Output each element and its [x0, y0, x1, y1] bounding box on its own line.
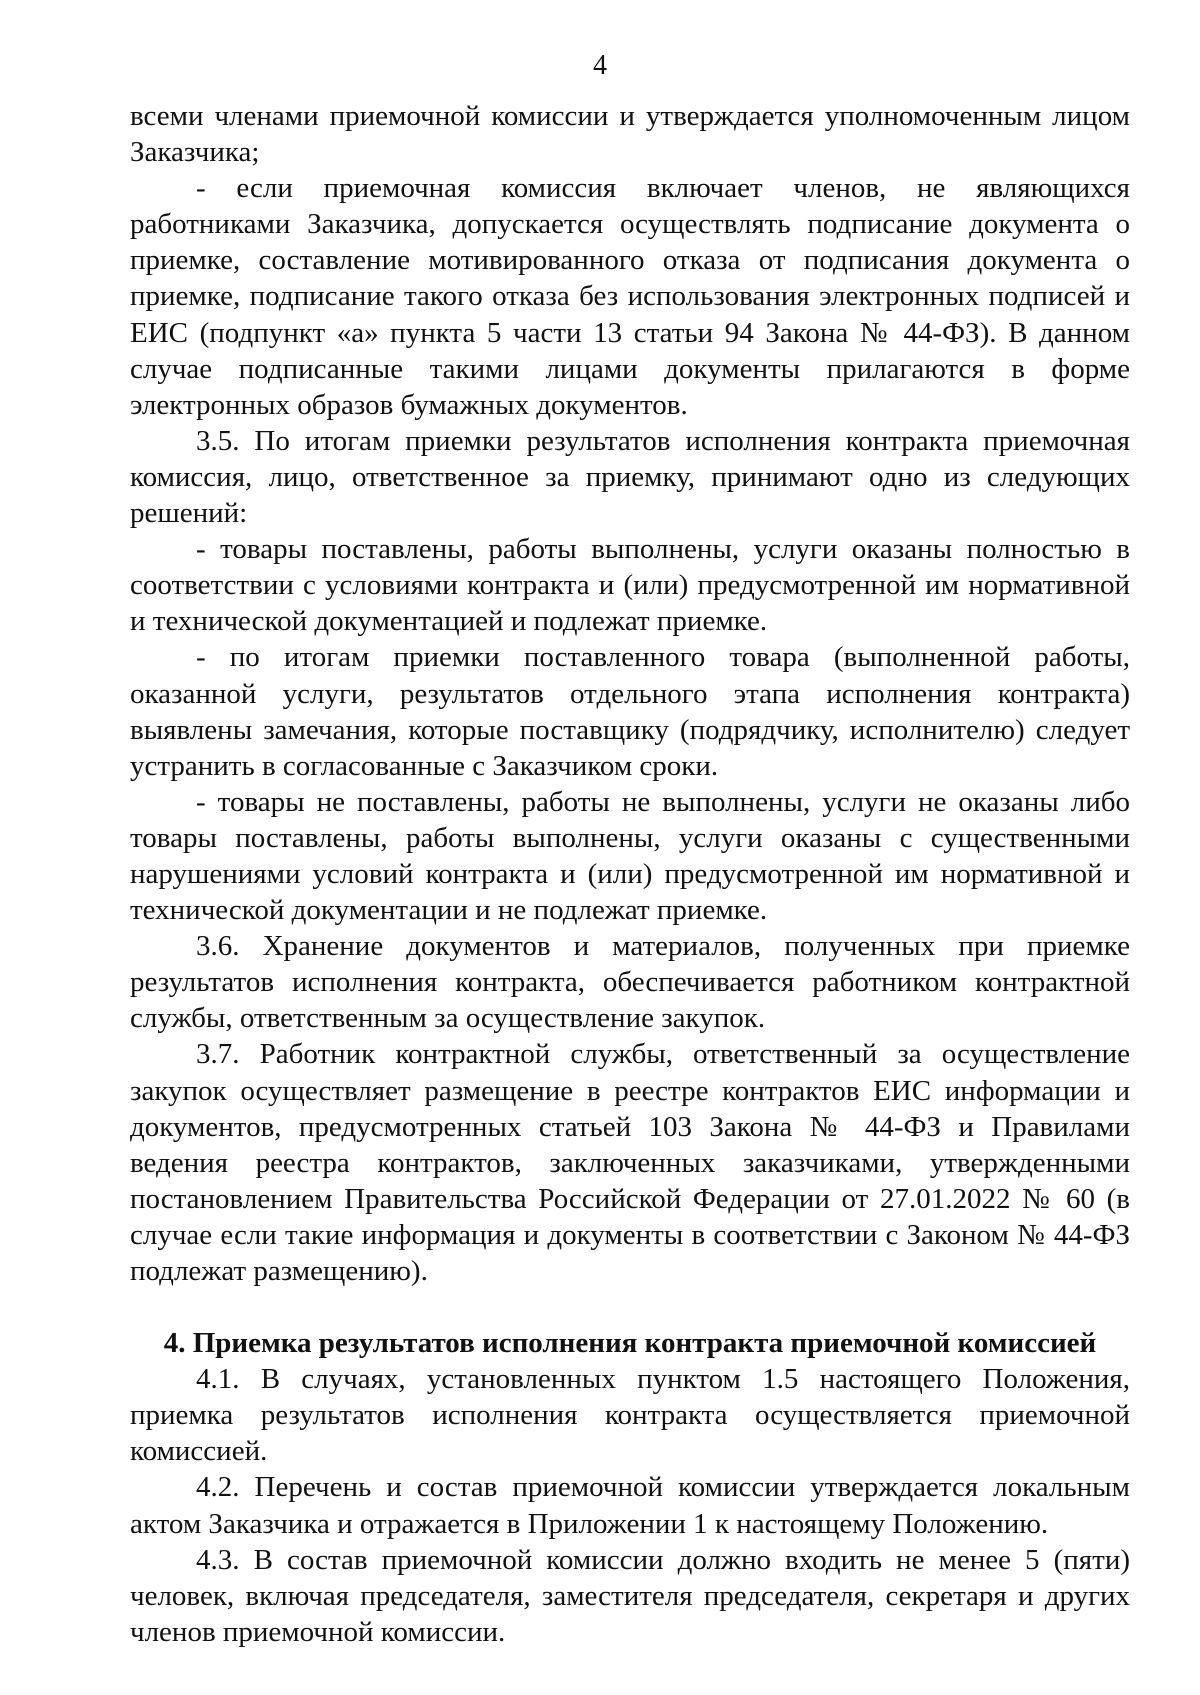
paragraph-3-5: 3.5. По итогам приемки результатов исполнения контракта приемочная комиссия, лицо, ответственное за приемку, принимают одно из следующих решений:: [130, 424, 1130, 530]
paragraph-3-5-option-accepted: - товары поставлены, работы выполнены, услуги оказаны полностью в соответствии с условиями контракта и (или) предусмотренной им нормативной и технической документацией и подлежат приемке.: [130, 533, 1130, 638]
paragraph-non-employees: - если приемочная комиссия включает членов, не являющихся работниками Заказчика, допускается осуществлять подписание документа о приемке, составление мотивированного отказа от подписания документа о приемке, подписание такого отказа без использования электронных подписей и ЕИС (подпункт «а» пункта 5 части 13 статьи 94 Закона № 44-ФЗ). В данном случае подписанные такими лицами документы прилагаются в форме электронных образов бумажных документов.: [130, 172, 1130, 421]
page-number: 4: [593, 50, 607, 81]
paragraph-3-5-option-remarks: - по итогам приемки поставленного товара (выполненной работы, оказанной услуги, результатов отдельного этапа исполнения контракта) выявлены замечания, которые поставщику (подрядчику, исполнителю) следует устранить в согласованные с Заказчиком сроки.: [130, 641, 1130, 782]
section-4-heading: 4. Приемка результатов исполнения контракта приемочной комиссией: [163, 1327, 1097, 1360]
document-body: [130, 98, 1130, 1650]
paragraph-3-5-option-rejected: - товары не поставлены, работы не выполнены, услуги не оказаны либо товары поставлены, работы выполнены, услуги оказаны с существенными нарушениями условий контракта и (или) предусмотренной им нормативной и технической документации и не подлежат приемке.: [130, 785, 1130, 927]
paragraph-4-3: 4.3. В состав приемочной комиссии должно входить не менее 5 (пяти) человек, включая председателя, заместителя председателя, секретаря и других членов приемочной комиссии.: [130, 1543, 1130, 1648]
paragraph-continuation: всеми членами приемочной комиссии и утверждается уполномоченным лицом Заказчика;: [130, 100, 1130, 169]
paragraph-4-2: 4.2. Перечень и состав приемочной комиссии утверждается локальным актом Заказчика и отражается в Приложении 1 к настоящему Положению.: [130, 1471, 1130, 1540]
paragraph-3-7: 3.7. Работник контрактной службы, ответственный за осуществление закупок осуществляет размещение в реестре контрактов ЕИС информации и документов, предусмотренных статьей 103 Закона № 44-ФЗ и Правилами ведения реестра контрактов, заключенных заказчиками, утвержденными постановлением Правительства Российской Федерации от 27.01.2022 № 60 (в случае если такие информация и документы в соответствии с Законом № 44-ФЗ подлежат размещению).: [130, 1038, 1130, 1287]
paragraph-4-1: 4.1. В случаях, установленных пунктом 1.5 настоящего Положения, приемка результатов исполнения контракта осуществляется приемочной комиссией.: [130, 1363, 1130, 1468]
paragraph-3-6: 3.6. Хранение документов и материалов, полученных при приемке результатов исполнения контракта, обеспечивается работником контрактной службы, ответственным за осуществление закупок.: [130, 930, 1130, 1035]
